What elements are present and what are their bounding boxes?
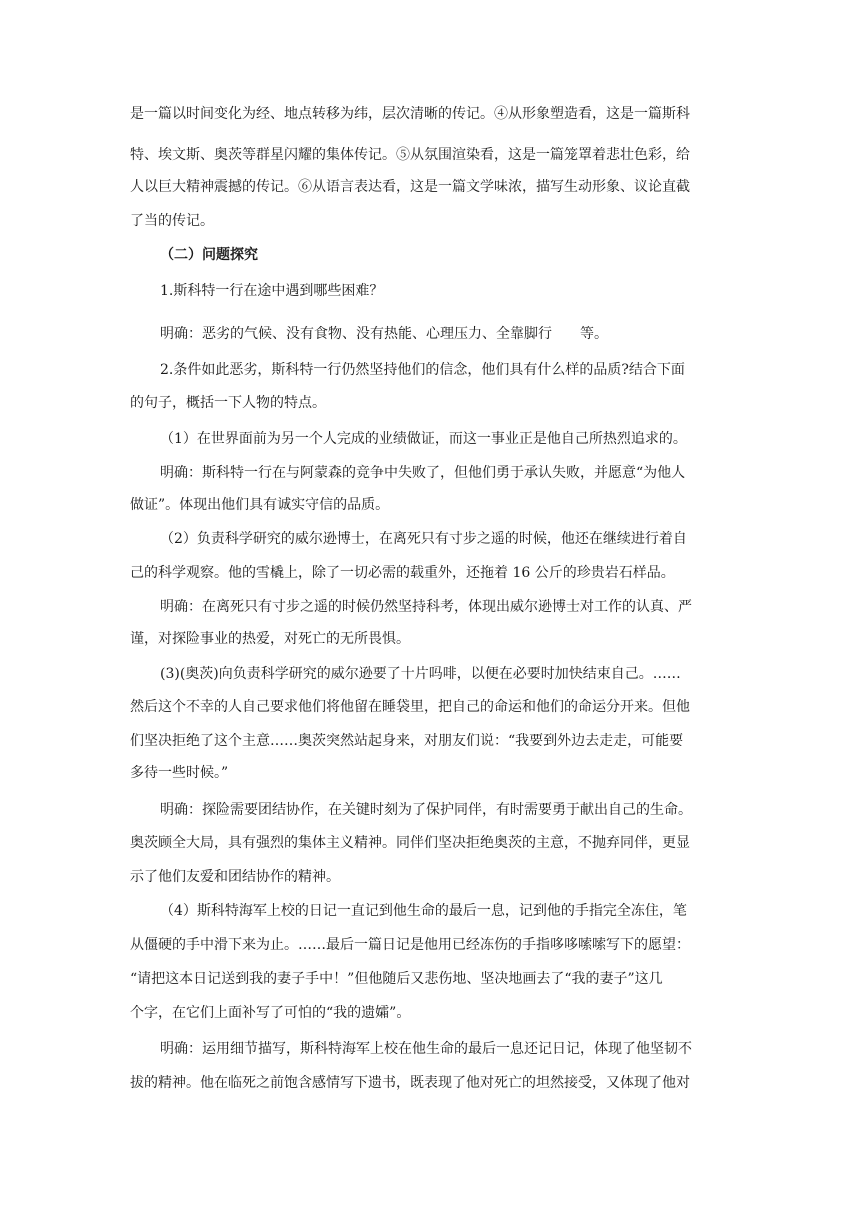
paragraph-line: 的句子，概括一下人物的特点。 (130, 395, 326, 411)
paragraph-line: 多待一些时候。” (130, 765, 229, 781)
paragraph-line: 示了他们友爱和团结协作的精神。 (130, 869, 340, 885)
answer-line: 明确：运用细节描写，斯科特海军上校在他生命的最后一息还记日记，体现了他坚韧不 (160, 1041, 692, 1057)
paragraph-line: 从僵硬的手中滑下来为止。……最后一篇日记是他用已经冻伤的手指哆哆嗦嗦写下的愿望： (130, 937, 690, 953)
paragraph-line: 个字，在它们上面补写了可怕的“我的遗孀”。 (130, 1005, 411, 1021)
quote-line: (3)(奥茨)向负责科学研究的威尔逊要了十片吗啡，以便在必要时加快结束自己。…… (160, 666, 681, 682)
section-heading: （二）问题探究 (160, 247, 258, 263)
answer-line: 明确：斯科特一行在与阿蒙森的竞争中失败了，但他们勇于承认失败，并愿意“为他人 (160, 465, 686, 481)
paragraph-line: 然后这个不幸的人自己要求他们将他留在睡袋里，把自己的命运和他们的命运分开来。但他 (130, 699, 690, 715)
paragraph-line: 己的科学观察。他的雪橇上，除了一切必需的载重外，还拖着 16 公斤的珍贵岩石样品。 (130, 565, 675, 581)
paragraph-line: 们坚决拒绝了这个主意……奥茨突然站起身来，对朋友们说：“我要到外边去走走，可能要 (130, 733, 684, 749)
paragraph-line: 做证”。体现出他们具有诚实守信的品质。 (130, 497, 390, 513)
answer-line: 明确：恶劣的气候、没有食物、没有热能、心理压力、全靠脚行 等。 (160, 326, 608, 342)
paragraph-line: 了当的传记。 (130, 213, 214, 229)
paragraph-line: 奥茨顾全大局，具有强烈的集体主义精神。同伴们坚决拒绝奥茨的主意，不抛弃同伴，更显 (130, 835, 690, 851)
answer-line: 明确：在离死只有寸步之遥的时候仍然坚持科考，体现出威尔逊博士对工作的认真、严 (160, 599, 692, 615)
answer-line: 明确：探险需要团结协作，在关键时刻为了保护同伴，有时需要勇于献出自己的生命。 (160, 802, 692, 818)
paragraph-line: “请把这本日记送到我的妻子手中！”但他随后又悲伤地、坚决地画去了“我的妻子”这几 (130, 971, 663, 987)
paragraph-line: 谨，对探险事业的热爱，对死亡的无所畏惧。 (130, 631, 410, 647)
question-line: 2.条件如此恶劣，斯科特一行仍然坚持他们的信念，他们具有什么样的品质?结合下面 (160, 362, 685, 378)
paragraph-line: 是一篇以时间变化为经、地点转移为纬，层次清晰的传记。④从形象塑造看，这是一篇斯科 (130, 106, 690, 122)
paragraph-line: 拔的精神。他在临死之前饱含感情写下遗书，既表现了他对死亡的坦然接受，又体现了他对 (130, 1075, 690, 1091)
paragraph-line: 人以巨大精神震撼的传记。⑥从语言表达看，这是一篇文学味浓，描写生动形象、议论直截 (130, 179, 690, 195)
quote-line: （4）斯科特海军上校的日记一直记到他生命的最后一息，记到他的手指完全冻住，笔 (160, 903, 687, 919)
quote-line: （2）负责科学研究的威尔逊博士，在离死只有寸步之遥的时候，他还在继续进行着自 (160, 531, 687, 547)
question-line: 1.斯科特一行在途中遇到哪些困难？ (160, 283, 384, 299)
paragraph-line: 特、埃文斯、奥茨等群星闪耀的集体传记。⑤从氛围渲染看，这是一篇笼罩着悲壮色彩，给 (130, 147, 690, 163)
quote-line: （1）在世界面前为另一个人完成的业绩做证，而这一事业正是他自己所热烈追求的。 (160, 431, 687, 447)
